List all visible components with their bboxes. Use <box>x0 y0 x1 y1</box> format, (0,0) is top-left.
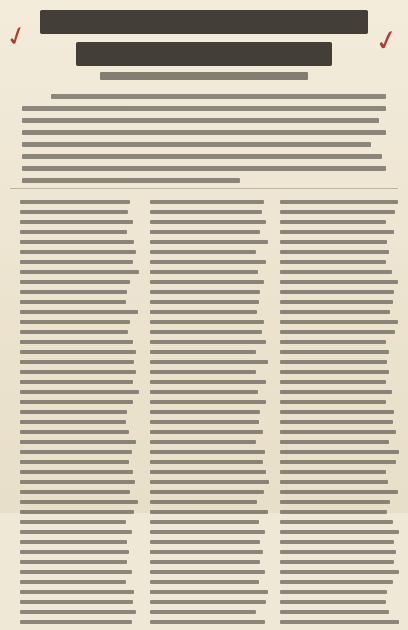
text-line <box>280 400 386 404</box>
text-line <box>20 540 127 544</box>
text-line <box>150 200 264 204</box>
text-line <box>280 560 394 564</box>
text-line <box>20 240 134 244</box>
text-line <box>280 350 389 354</box>
text-line <box>20 350 136 354</box>
headline-line-2 <box>76 42 332 66</box>
text-line <box>150 350 256 354</box>
text-line <box>150 240 268 244</box>
text-line <box>20 420 126 424</box>
text-line <box>20 490 130 494</box>
lead-paragraph <box>22 94 386 184</box>
divider <box>10 188 398 189</box>
text-line <box>280 590 387 594</box>
text-line <box>280 240 387 244</box>
text-line <box>280 280 398 284</box>
text-line <box>20 410 127 414</box>
text-line <box>150 360 268 364</box>
text-line <box>280 480 388 484</box>
column-1 <box>20 200 140 630</box>
text-line <box>280 550 396 554</box>
headline-line-1 <box>40 10 368 34</box>
text-line <box>280 620 399 624</box>
text-line <box>20 500 138 504</box>
text-line <box>150 600 266 604</box>
text-line <box>280 380 386 384</box>
text-line <box>280 500 390 504</box>
text-line <box>20 550 129 554</box>
text-line <box>150 220 266 224</box>
text-line <box>150 550 263 554</box>
text-line <box>280 460 396 464</box>
text-line <box>280 310 390 314</box>
text-line <box>20 300 126 304</box>
text-line <box>280 260 386 264</box>
text-line <box>280 610 389 614</box>
text-line <box>150 570 265 574</box>
text-line <box>20 280 130 284</box>
text-line <box>20 310 138 314</box>
column-2 <box>150 200 270 630</box>
text-line <box>280 230 394 234</box>
text-line <box>20 580 126 584</box>
text-line <box>20 340 133 344</box>
subheadline <box>100 72 308 80</box>
text-line <box>20 370 136 374</box>
text-line <box>150 540 260 544</box>
text-line <box>20 230 127 234</box>
text-line <box>150 490 264 494</box>
text-line <box>280 320 398 324</box>
text-line <box>20 360 134 364</box>
text-line <box>280 200 398 204</box>
text-line <box>20 200 130 204</box>
text-line <box>280 430 396 434</box>
text-line <box>150 260 266 264</box>
text-line <box>20 600 133 604</box>
text-line <box>150 480 269 484</box>
text-line <box>20 270 139 274</box>
text-line <box>150 530 265 534</box>
text-line <box>20 210 128 214</box>
text-line <box>150 230 260 234</box>
text-line <box>150 270 258 274</box>
text-line <box>150 510 268 514</box>
text-line <box>280 530 399 534</box>
text-line <box>150 430 263 434</box>
text-line <box>20 610 136 614</box>
text-line <box>150 300 259 304</box>
text-line <box>150 420 259 424</box>
text-line <box>150 460 263 464</box>
text-line <box>150 250 256 254</box>
text-line <box>150 390 258 394</box>
text-line <box>150 520 259 524</box>
text-line <box>280 330 395 334</box>
text-line <box>150 560 260 564</box>
text-line <box>20 290 127 294</box>
text-line <box>280 410 394 414</box>
text-line <box>280 290 394 294</box>
text-line <box>280 570 399 574</box>
text-line <box>280 370 389 374</box>
text-line <box>20 470 133 474</box>
text-line <box>20 440 136 444</box>
text-line <box>150 440 256 444</box>
text-line <box>20 390 139 394</box>
text-line <box>20 380 133 384</box>
text-line <box>20 400 133 404</box>
text-line <box>280 300 393 304</box>
check-mark-icon: ✓ <box>1 19 32 55</box>
column-3 <box>280 200 400 630</box>
text-line <box>20 570 132 574</box>
text-line <box>20 320 130 324</box>
headline <box>40 8 368 66</box>
text-line <box>150 280 264 284</box>
text-line <box>20 330 128 334</box>
text-line <box>150 590 268 594</box>
text-line <box>150 320 264 324</box>
text-line <box>280 220 386 224</box>
text-line <box>20 250 136 254</box>
text-line <box>280 390 392 394</box>
text-line <box>20 510 134 514</box>
text-line <box>280 420 393 424</box>
text-line <box>280 340 386 344</box>
text-line <box>150 470 266 474</box>
text-line <box>20 560 127 564</box>
text-line <box>280 540 394 544</box>
text-line <box>280 440 389 444</box>
text-line <box>280 210 395 214</box>
text-line <box>20 460 129 464</box>
text-line <box>20 450 132 454</box>
text-line <box>20 520 126 524</box>
text-line <box>150 580 259 584</box>
text-line <box>20 480 135 484</box>
text-line <box>280 520 393 524</box>
text-line <box>150 330 262 334</box>
text-line <box>150 410 260 414</box>
text-line <box>280 470 386 474</box>
text-line <box>150 610 256 614</box>
text-line <box>150 380 266 384</box>
text-line <box>280 510 387 514</box>
body-columns <box>20 200 400 507</box>
text-line <box>150 210 262 214</box>
text-line <box>150 310 257 314</box>
text-line <box>150 400 266 404</box>
text-line <box>280 450 399 454</box>
text-line <box>20 220 133 224</box>
text-line <box>150 620 265 624</box>
text-line <box>150 450 265 454</box>
text-line <box>20 260 133 264</box>
check-mark-icon: ✓ <box>371 21 402 60</box>
text-line <box>280 580 393 584</box>
text-line <box>280 250 389 254</box>
text-line <box>280 360 387 364</box>
text-line <box>150 290 260 294</box>
text-line <box>150 340 266 344</box>
text-line <box>150 500 257 504</box>
text-line <box>20 530 132 534</box>
text-line <box>280 490 398 494</box>
text-line <box>20 590 134 594</box>
text-line <box>20 430 129 434</box>
text-line <box>280 270 392 274</box>
text-line <box>280 600 386 604</box>
text-line <box>20 620 132 624</box>
text-line <box>150 370 256 374</box>
